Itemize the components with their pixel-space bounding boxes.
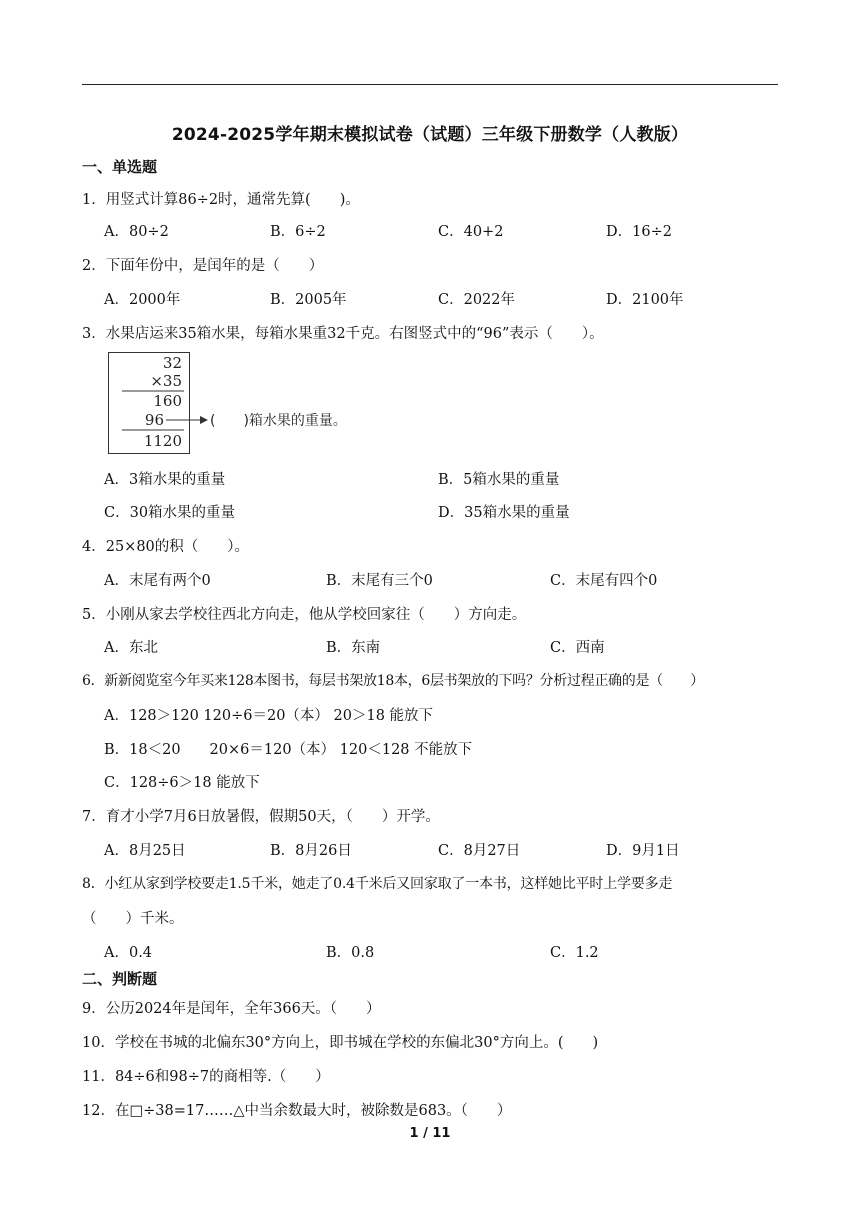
figure-annotation: ( )箱水果的重量。	[210, 413, 347, 429]
q4-option-a[interactable]: A．末尾有两个0	[104, 573, 211, 589]
figure-arrow-head	[200, 416, 208, 424]
q3-option-d[interactable]: D．35箱水果的重量	[438, 505, 570, 521]
figure-row-multiplier: ×35	[150, 372, 182, 390]
question-1: 1．用竖式计算86÷2时，通常先算( )。	[82, 192, 360, 208]
question-11: 11．84÷6和98÷7的商相等.（ ）	[82, 1069, 330, 1085]
question-9: 9．公历2024年是闰年，全年366天。（ ）	[82, 1001, 381, 1017]
q5-option-b[interactable]: B．东南	[326, 640, 381, 656]
question-7: 7．育才小学7月6日放暑假，假期50天，（ ）开学。	[82, 809, 440, 825]
question-3: 3．水果店运来35箱水果，每箱水果重32千克。右图竖式中的“96”表示（ ）。	[82, 326, 604, 342]
figure-row-product: 1120	[143, 432, 182, 450]
q2-option-c[interactable]: C．2022年	[438, 292, 515, 308]
q3-option-c[interactable]: C．30箱水果的重量	[104, 505, 236, 521]
q6-option-c[interactable]: C．128÷6＞18 能放下	[104, 775, 260, 791]
q2-option-a[interactable]: A．2000年	[104, 292, 181, 308]
figure-row-partial-2: 96	[144, 411, 164, 429]
q5-option-c[interactable]: C．西南	[550, 640, 605, 656]
q8-option-c[interactable]: C．1.2	[550, 945, 599, 961]
q5-option-a[interactable]: A．东北	[104, 640, 158, 656]
figure-row-partial-1: 160	[153, 392, 182, 410]
figure-row-multiplicand: 32	[162, 354, 182, 372]
question-10: 10．学校在书城的北偏东30°方向上，即书城在学校的东偏北30°方向上。( )	[82, 1035, 599, 1051]
q8-option-a[interactable]: A．0.4	[104, 945, 153, 961]
page-title: 2024-2025学年期末模拟试卷（试题）三年级下册数学（人教版）	[171, 125, 689, 145]
vertical-multiplication-figure	[108, 352, 378, 454]
q4-option-c[interactable]: C．末尾有四个0	[550, 573, 658, 589]
question-2: 2．下面年份中，是闰年的是（ ）	[82, 258, 324, 274]
q7-option-a[interactable]: A．8月25日	[104, 843, 186, 859]
q6-option-b[interactable]: B．18＜20 20×6＝120（本） 120＜128 不能放下	[104, 742, 473, 758]
q2-option-d[interactable]: D．2100年	[606, 292, 684, 308]
question-5: 5．小刚从家去学校往西北方向走，他从学校回家往（ ）方向走。	[82, 607, 527, 623]
question-8: 8．小红从家到学校要走1.5千米，她走了0.4千米后又回家取了一本书，这样她比平时上学要多走	[82, 876, 673, 892]
q7-option-b[interactable]: B．8月26日	[270, 843, 352, 859]
question-6: 6．新新阅览室今年买来128本图书，每层书架放18本，6层书架放的下吗？分析过程正确的是（ ）	[82, 673, 704, 689]
q1-option-a[interactable]: A．80÷2	[104, 224, 169, 240]
section-heading-true-false: 二、判断题	[82, 970, 158, 988]
question-8-continued: （ ）千米。	[82, 911, 184, 927]
question-4: 4．25×80的积（ ）。	[82, 539, 250, 555]
q6-option-a[interactable]: A．128＞120 120÷6＝20（本） 20＞18 能放下	[104, 708, 434, 724]
q1-option-b[interactable]: B．6÷2	[270, 224, 326, 240]
header-rule	[82, 84, 778, 85]
q3-option-b[interactable]: B．5箱水果的重量	[438, 472, 560, 488]
q1-option-d[interactable]: D．16÷2	[606, 224, 672, 240]
q1-option-c[interactable]: C．40+2	[438, 224, 504, 240]
q8-option-b[interactable]: B．0.8	[326, 945, 375, 961]
q7-option-d[interactable]: D．9月1日	[606, 843, 680, 859]
q4-option-b[interactable]: B．末尾有三个0	[326, 573, 433, 589]
q2-option-b[interactable]: B．2005年	[270, 292, 347, 308]
section-heading-single-choice: 一、单选题	[82, 158, 158, 176]
q3-option-a[interactable]: A．3箱水果的重量	[104, 472, 226, 488]
q7-option-c[interactable]: C．8月27日	[438, 843, 521, 859]
page-number: 1 / 11	[409, 1126, 451, 1141]
question-12: 12．在□÷38=17……△中当余数最大时，被除数是683。（ ）	[82, 1103, 512, 1119]
